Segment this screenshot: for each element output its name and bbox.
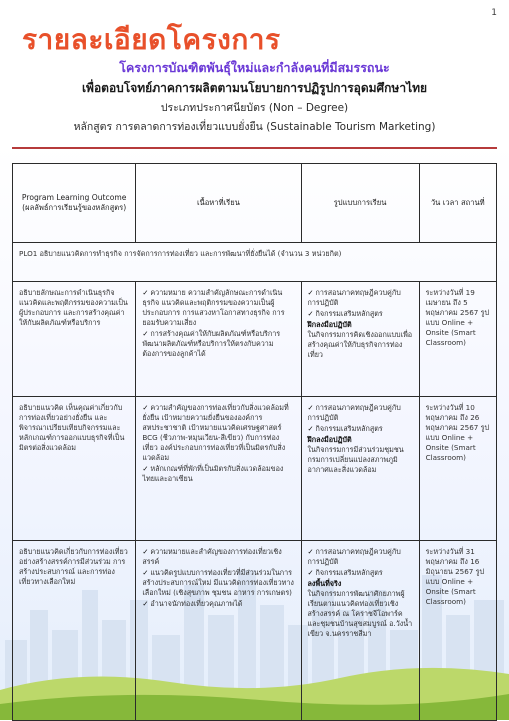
content-item: ✓ อำนาจนักท่องเที่ยวคุณภาพได้ [142, 599, 243, 608]
format-note: ในกิจกรรมการคิดเชิงออกแบบเพื่อสร้างคุณค่าให้กับธุรกิจการท่องเที่ยว [307, 330, 413, 359]
course-detail-table [12, 163, 497, 721]
project-name: โครงการบัณฑิตพันธุ์ใหม่และกำลังคนที่มีสมรรถนะ [119, 60, 390, 75]
format-item: ✓ กิจกรรมเสริมหลักสูตร [307, 309, 383, 318]
plo-title-row [13, 243, 497, 282]
format-cell [301, 541, 419, 721]
page-number: 1 [491, 8, 497, 18]
checkmark-icon: ✓ [142, 547, 149, 556]
format-item: ✓ การสอนภาคทฤษฎีควบคู่กับการปฏิบัติ [307, 547, 401, 566]
checkmark-icon: ✓ [307, 288, 314, 297]
format-highlight: ฝึกลงมือปฏิบัติ [307, 320, 352, 329]
checkmark-icon: ✓ [307, 403, 314, 412]
content-item: ✓ ความหมายและสำคัญของการท่องเที่ยวเชิงสรรค์ [142, 547, 282, 566]
header-schedule: วัน เวลา สถานที่ [419, 164, 496, 243]
format-item: ✓ กิจกรรมเสริมหลักสูตร [307, 568, 383, 577]
format-highlight: ฝึกลงมือปฏิบัติ [307, 435, 352, 444]
checkmark-icon: ✓ [142, 599, 149, 608]
checkmark-icon: ✓ [142, 568, 149, 577]
table-row [13, 397, 497, 541]
format-item: ✓ การสอนภาคทฤษฎีควบคู่กับการปฏิบัติ [307, 403, 401, 422]
checkmark-icon: ✓ [142, 464, 149, 473]
project-purpose: เพื่อตอบโจทย์ภาคการผลิตตามนโยบายการปฏิรูปการอุดมศึกษาไทย [81, 81, 428, 95]
content-item: ✓ หลักเกณฑ์ที่พักที่เป็นมิตรกับสิ่งแวดล้อมของไทยและอาเซียน [142, 464, 284, 483]
schedule-cell: ระหว่างวันที่ 19 เมษายน ถึง 5 พฤษภาคม 2567 รูปแบบ Online + Onsite (Smart Classroom) [419, 282, 496, 397]
format-note: ในกิจกรรมการมีส่วนร่วมชุมชน กรมการเปลี่ยนแปลงสภาพภูมิอากาศและสิ่งแวดล้อม [307, 445, 404, 474]
content-cell [136, 397, 301, 541]
format-cell [301, 282, 419, 397]
table-row [13, 282, 497, 397]
checkmark-icon: ✓ [307, 424, 314, 433]
format-item: ✓ กิจกรรมเสริมหลักสูตร [307, 424, 383, 433]
table-header-row [13, 164, 497, 243]
header-format: รูปแบบการเรียน [301, 164, 419, 243]
header-outcome: Program Learning Outcome (ผลลัพธ์การเรียนรู้ของหลักสูตร) [13, 164, 136, 243]
checkmark-icon: ✓ [142, 288, 149, 297]
outcome-cell: อธิบายแนวคิด เห็นคุณค่าเกี่ยวกับการท่องเที่ยวอย่างยั่งยืน และพิจารณาเปรียบเทียบกิจกรรมและหลักเกณฑ์การออกแบบธุรกิจที่เป็นมิตรต่อสิ่งแวดล้อม [13, 397, 136, 541]
format-cell [301, 397, 419, 541]
checkmark-icon: ✓ [307, 309, 314, 318]
outcome-cell: อธิบายแนวคิดเกี่ยวกับการท่องเที่ยวอย่างสร้างสรรค์การมีส่วนร่วม การสร้างประสบการณ์ และการท่องเที่ยวทางเลือกใหม่ [13, 541, 136, 721]
content-item: ✓ การสร้างคุณค่าให้กับผลิตภัณฑ์หรือบริการ พัฒนาผลิตภัณฑ์หรือบริการให้ตรงกับความต้องการของลูกค้าได้ [142, 329, 281, 358]
content-item: ✓ แนวคิดรูปแบบการท่องเที่ยวที่มีส่วนร่วมในการสร้างประสบการณ์ใหม่ มีแนวคิดการท่องเที่ยวทางเลือกใหม่ (เชิงสุขภาพ ชุมชน อาหาร การเกษตร) [142, 568, 294, 597]
table-row [13, 541, 497, 721]
checkmark-icon: ✓ [307, 547, 314, 556]
content-cell [136, 282, 301, 397]
format-note: ในกิจกรรมการพัฒนาศักยภาพผู้เรียนตามแนวคิดท่องเที่ยวเชิงสร้างสรรค์ ณ โคราชจีโอพาร์คและชุมชนบ้านสุขสมบูรณ์ อ.วังน้ำเขียว จ.นครราชสีมา [307, 589, 413, 638]
header-content: เนื้อหาที่เรียน [136, 164, 301, 243]
page-title: รายละเอียดโครงการ [22, 23, 281, 56]
content-item: ✓ ความหมาย ความสำคัญลักษณะการดำเนินธุรกิจ แนวคิดและพฤติกรรมของความเป็นผู้ประกอบการ การแสวงหาโอกาสทางธุรกิจ การยอมรับความเสี่ยง [142, 288, 285, 327]
schedule-cell: ระหว่างวันที่ 10 พฤษภาคม ถึง 26 พฤษภาคม 2567 รูปแบบ Online + Onsite (Smart Classroom) [419, 397, 496, 541]
divider-line [12, 147, 497, 149]
schedule-cell: ระหว่างวันที่ 31 พฤษภาคม ถึง 16 มิถุนายน 2567 รูปแบบ Online + Onsite (Smart Classroom) [419, 541, 496, 721]
checkmark-icon: ✓ [142, 329, 149, 338]
format-item: ✓ การสอนภาคทฤษฎีควบคู่กับการปฏิบัติ [307, 288, 401, 307]
content-item: ✓ ความสำคัญของการท่องเที่ยวกับสิ่งแวดล้อมที่ยั่งยืน เป้าหมายความยั่งยืนขององค์การสหประชาชาติ เป้าหมายแนวคิดเศรษฐศาสตร์ BCG (ชีวภาพ-หมุนเวียน-สีเขียว) กับการท่องเที่ยว องค์ประกอบการท่องเที่ยวที่เป็นมิตรกับสิ่งแวดล้อม [142, 403, 289, 462]
content-cell [136, 541, 301, 721]
certificate-type: ประเภทประกาศนียบัตร (Non – Degree) [160, 102, 349, 114]
course-name: หลักสูตร การตลาดการท่องเที่ยวแบบยั่งยืน (Sustainable Tourism Marketing) [73, 121, 436, 133]
checkmark-icon: ✓ [307, 568, 314, 577]
checkmark-icon: ✓ [142, 403, 149, 412]
plo-title: PLO1 อธิบายแนวคิดการทำธุรกิจ การจัดการการท่องเที่ยว และการพัฒนาที่ยั่งยืนได้ (จำนวน 3 หน่วยกิต) [13, 243, 497, 282]
format-highlight: ลงพื้นที่จริง [307, 579, 342, 588]
outcome-cell: อธิบายลักษณะการดำเนินธุรกิจ แนวคิดและพฤติกรรมของความเป็นผู้ประกอบการ และการสร้างคุณค่าให้กับผลิตภัณฑ์หรือบริการ [13, 282, 136, 397]
